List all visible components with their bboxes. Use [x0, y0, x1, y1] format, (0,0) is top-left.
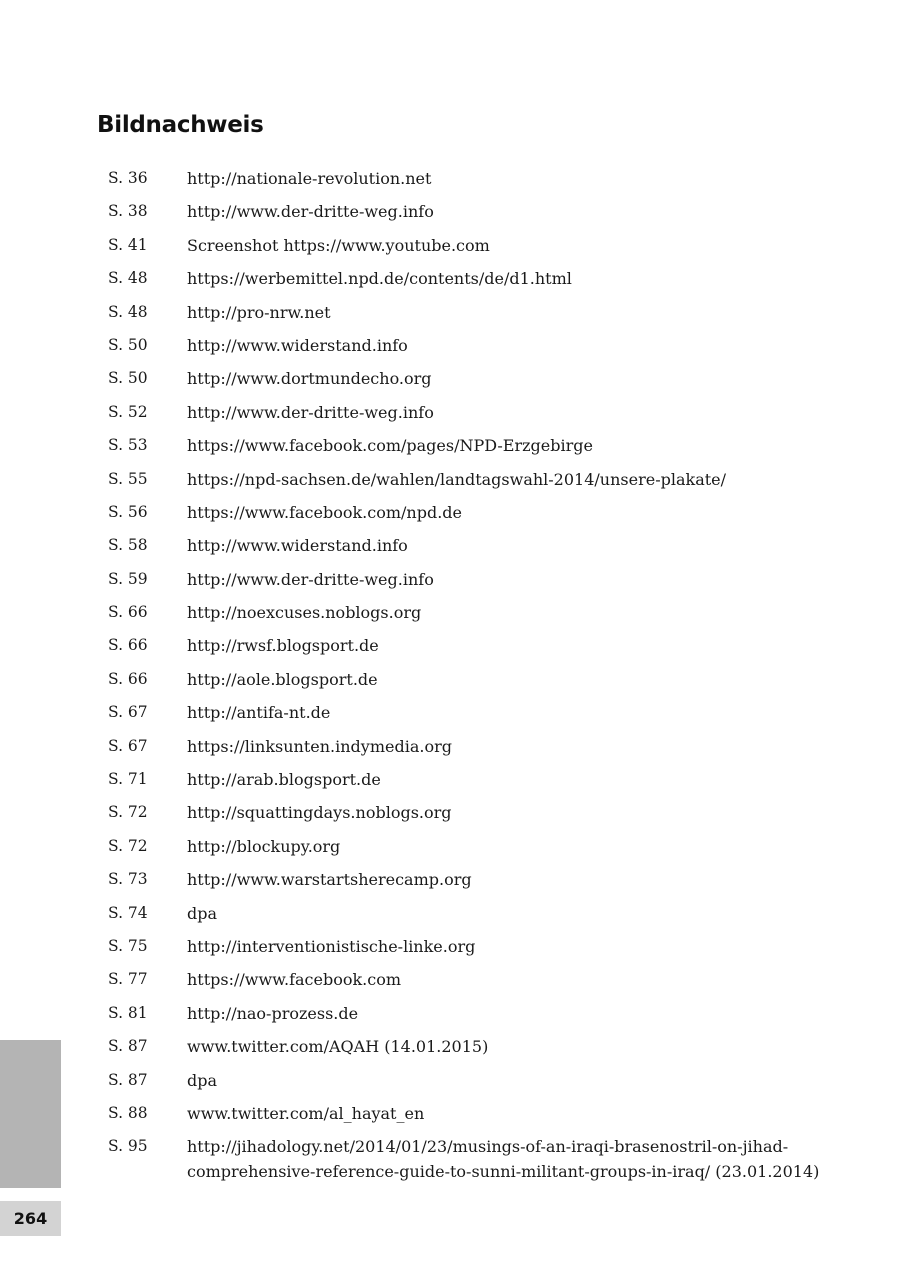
credit-row	[108, 1001, 828, 1034]
credit-row	[108, 867, 828, 900]
credit-source: http://www.der-dritte-weg.info	[187, 402, 434, 422]
credit-row	[108, 734, 828, 767]
page-number: 264	[0, 1201, 61, 1236]
credit-source: http://rwsf.blogsport.de	[187, 636, 379, 656]
credit-source: http://jihadology.net/2014/01/23/musings-of-an-iraqi-brasenostril-on-jihad-comprehensive-reference-guide-to-sunni-militant-groups-in-iraq/ (23.01.2014)	[187, 1137, 820, 1182]
credit-row	[108, 1101, 828, 1134]
credit-source: https://www.facebook.com/npd.de	[187, 502, 462, 522]
credit-source: http://aole.blogsport.de	[187, 669, 378, 689]
image-credits-list	[108, 166, 828, 1184]
credit-source: http://www.der-dritte-weg.info	[187, 202, 434, 222]
credit-page-ref: S. 41	[108, 235, 148, 254]
credit-source: http://antifa-nt.de	[187, 703, 331, 723]
credit-row	[108, 1068, 828, 1101]
credit-row	[108, 199, 828, 232]
credit-page-ref: S. 53	[108, 436, 148, 455]
credit-page-ref: S. 56	[108, 502, 148, 521]
credit-row	[108, 266, 828, 299]
credit-page-ref: S. 71	[108, 770, 148, 789]
credit-source: http://blockupy.org	[187, 836, 341, 856]
credit-row	[108, 433, 828, 466]
credit-page-ref: S. 72	[108, 836, 148, 855]
credit-page-ref: S. 66	[108, 669, 148, 688]
credit-source: http://www.widerstand.info	[187, 335, 408, 355]
credit-page-ref: S. 73	[108, 870, 148, 889]
credit-page-ref: S. 66	[108, 636, 148, 655]
credit-row	[108, 1034, 828, 1067]
credit-source: https://npd-sachsen.de/wahlen/landtagswahl-2014/unsere-plakate/	[187, 469, 727, 489]
margin-tab	[0, 1040, 61, 1188]
credit-page-ref: S. 67	[108, 736, 148, 755]
credit-source: http://www.widerstand.info	[187, 536, 408, 556]
credit-page-ref: S. 48	[108, 269, 148, 288]
credit-page-ref: S. 50	[108, 335, 148, 354]
credit-source: http://noexcuses.noblogs.org	[187, 603, 422, 623]
credit-page-ref: S. 75	[108, 936, 148, 955]
credit-row	[108, 500, 828, 533]
credit-row	[108, 300, 828, 333]
credit-source: dpa	[187, 903, 218, 923]
credit-row	[108, 533, 828, 566]
credit-row	[108, 166, 828, 199]
credit-page-ref: S. 95	[108, 1137, 148, 1156]
credit-source: Screenshot https://www.youtube.com	[187, 235, 490, 255]
credit-source: http://pro-nrw.net	[187, 302, 331, 322]
credit-source: http://www.der-dritte-weg.info	[187, 569, 434, 589]
credit-row	[108, 467, 828, 500]
credit-page-ref: S. 36	[108, 169, 148, 187]
credit-source: http://nao-prozess.de	[187, 1003, 359, 1023]
credit-page-ref: S. 72	[108, 803, 148, 822]
credit-row	[108, 1134, 828, 1184]
credit-page-ref: S. 74	[108, 903, 148, 922]
credit-page-ref: S. 48	[108, 302, 148, 321]
credit-row	[108, 667, 828, 700]
credit-row	[108, 967, 828, 1000]
credit-row	[108, 834, 828, 867]
credit-source: http://squattingdays.noblogs.org	[187, 803, 452, 823]
credit-page-ref: S. 87	[108, 1070, 148, 1089]
credit-page-ref: S. 52	[108, 402, 148, 421]
credit-row	[108, 700, 828, 733]
credit-row	[108, 600, 828, 633]
credit-row	[108, 333, 828, 366]
credit-page-ref: S. 50	[108, 369, 148, 388]
credit-row	[108, 400, 828, 433]
credit-source: www.twitter.com/al_hayat_en	[187, 1103, 425, 1123]
credit-page-ref: S. 88	[108, 1103, 148, 1122]
credit-page-ref: S. 81	[108, 1003, 148, 1022]
credit-source: http://arab.blogsport.de	[187, 770, 381, 790]
credit-row	[108, 233, 828, 266]
credit-page-ref: S. 77	[108, 970, 148, 989]
credit-page-ref: S. 67	[108, 703, 148, 722]
page-title: Bildnachweis	[97, 112, 264, 138]
credit-page-ref: S. 38	[108, 202, 148, 221]
credit-source: https://linksunten.indymedia.org	[187, 736, 452, 756]
credit-source: dpa	[187, 1070, 218, 1090]
credit-page-ref: S. 55	[108, 469, 148, 488]
credit-source: https://www.facebook.com	[187, 970, 402, 990]
credit-row	[108, 901, 828, 934]
credit-row	[108, 567, 828, 600]
credit-row	[108, 767, 828, 800]
credit-page-ref: S. 58	[108, 536, 148, 555]
credit-source: http://nationale-revolution.net	[187, 169, 432, 188]
credit-row	[108, 800, 828, 833]
credit-page-ref: S. 87	[108, 1037, 148, 1056]
credit-page-ref: S. 66	[108, 603, 148, 622]
credit-row	[108, 934, 828, 967]
credit-source: http://www.dortmundecho.org	[187, 369, 432, 389]
credit-source: www.twitter.com/AQAH (14.01.2015)	[187, 1037, 489, 1057]
credit-source: https://www.facebook.com/pages/NPD-Erzgebirge	[187, 436, 593, 456]
credit-row	[108, 633, 828, 666]
credit-source: http://www.warstartsherecamp.org	[187, 870, 472, 890]
credit-page-ref: S. 59	[108, 569, 148, 588]
credit-source: http://interventionistische-linke.org	[187, 936, 476, 956]
credit-row	[108, 366, 828, 399]
credit-source: https://werbemittel.npd.de/contents/de/d1.html	[187, 269, 572, 289]
